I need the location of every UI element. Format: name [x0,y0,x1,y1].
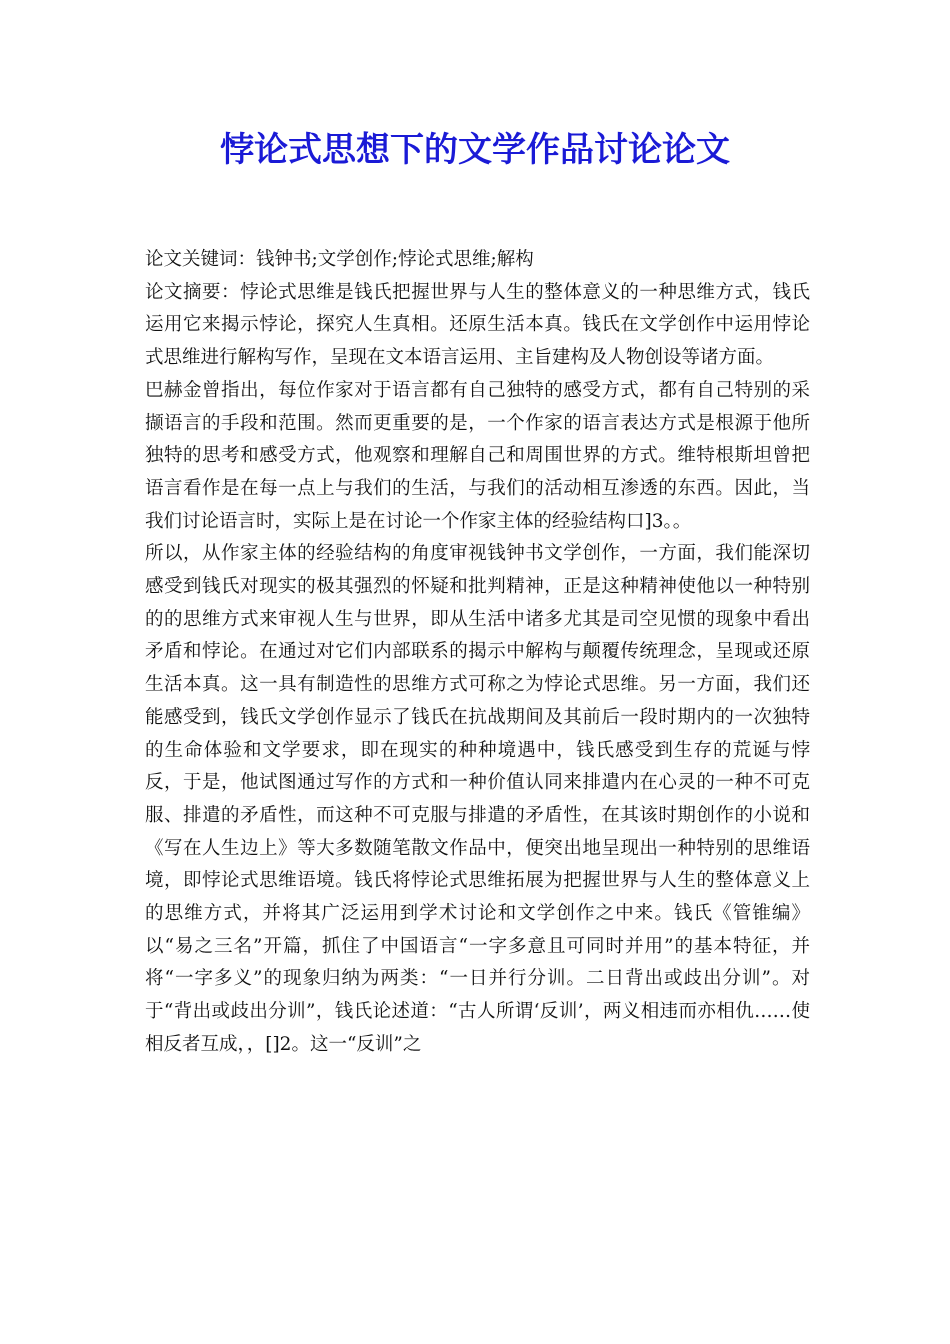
body-paragraph-2: 所以，从作家主体的经验结构的角度审视钱钟书文学创作，一方面，我们能深切感受到钱氏对现实的极其强烈的怀疑和批判精神，正是这种精神使他以一种特别的的思维方式来审视人生与世界，即从生活中诸多尤其是司空见惯的现象中看出矛盾和悖论。在通过对它们内部联系的揭示中解构与颠覆传统理念，呈现或还原生活本真。这一具有制造性的思维方式可称之为悖论式思维。另一方面，我们还能感受到，钱氏文学创作显示了钱氏在抗战期间及其前后一段时期内的一次独特的生命体验和文学要求，即在现实的种种境遇中，钱氏感受到生存的荒诞与悖反，于是，他试图通过写作的方式和一种价值认同来排遣内在心灵的一种不可克服、排遣的矛盾性，而这种不可克服与排遣的矛盾性，在其该时期创作的小说和《写在人生边上》等大多数随笔散文作品中，便突出地呈现出一种特别的思维语境，即悖论式思维语境。钱氏将悖论式思维拓展为把握世界与人生的整体意义上的思维方式，并将其广泛运用到学术讨论和文学创作之中来。钱氏《管锥编》以“易之三名”开篇，抓住了中国语言“一字多意且可同时并用”的基本特征，并将“一字多义”的现象归纳为两类：“一日并行分训。二日背出或歧出分训”。对于“背出或歧出分训”，钱氏论述道：“古人所谓‘反训’，两义相违而亦相仇……使相反者互成，，[]2。这一“反训”之 [145,543,810,1055]
document-body [145,244,810,1062]
document-title: 悖论式思想下的文学作品讨论论文 [220,130,730,170]
keywords-line: 论文关键词：钱钟书;文学创作;悖论式思维;解构 [145,249,534,270]
abstract-paragraph: 论文摘要：悖论式思维是钱氏把握世界与人生的整体意义的一种思维方式，钱氏运用它来揭示悖论，探究人生真相。还原生活本真。钱氏在文学创作中运用悖论式思维进行解构写作，呈现在文本语言运用、主旨建构及人物创设等诸方面。 [145,281,810,369]
body-paragraph-1: 巴赫金曾指出，每位作家对于语言都有自己独特的感受方式，都有自己特别的采撷语言的手段和范围。然而更重要的是，一个作家的语言表达方式是根源于他所独特的思考和感受方式，他观察和理解自己和周围世界的方式。维特根斯坦曾把语言看作是在每一点上与我们的生活，与我们的活动相互渗透的东西。因此，当我们讨论语言时，实际上是在讨论一个作家主体的经验结构口]3。。 [145,379,810,532]
